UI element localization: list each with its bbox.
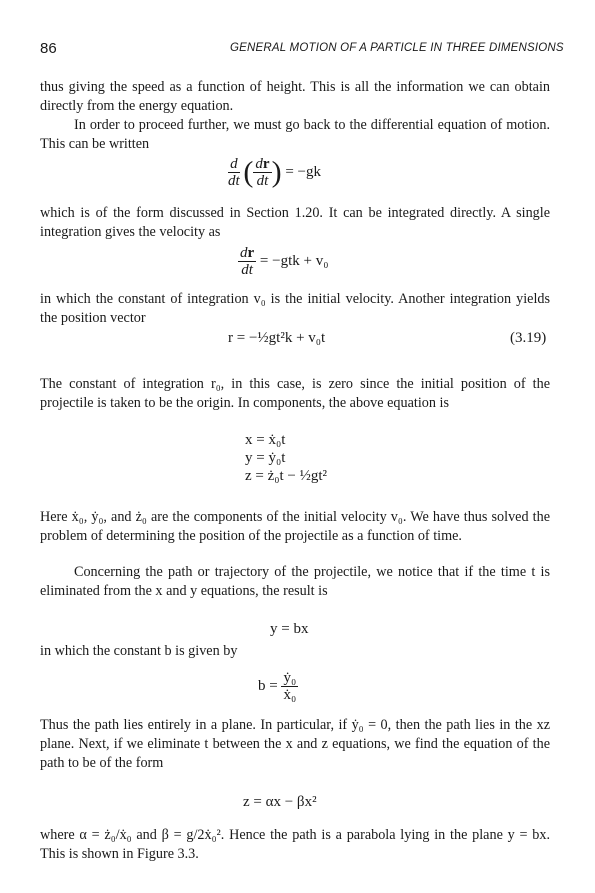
left-paren: ( bbox=[243, 155, 254, 189]
paragraph-3: which is of the form discussed in Section 1.20. It can be integrated directly. A single integration gives the velocity as bbox=[40, 205, 550, 240]
equation-differential bbox=[228, 156, 321, 189]
fraction-d-dt: $\frac{d}{dt}$ bbox=[228, 156, 240, 189]
equation-parabola: z = αx − βx² bbox=[243, 794, 317, 810]
fraction-dr-dt: $\frac{dr}{dt}$ bbox=[255, 156, 270, 189]
equation-b-lhs: b = bbox=[258, 677, 278, 694]
equation-velocity bbox=[238, 245, 328, 278]
fraction-dr-dt: $\frac{dr}{dt}$ bbox=[240, 245, 255, 278]
paragraph-6: Here ẋ₀, ẏ₀, and ż₀ are the components of the initial velocity v₀. We have thus solved the problem of determining the position of the projectile as a function of time. bbox=[40, 509, 550, 544]
equation-b bbox=[258, 670, 298, 703]
paragraph-8: in which the constant b is given by bbox=[40, 643, 238, 659]
equation-number: (3.19) bbox=[510, 330, 547, 346]
equation-component-z: z = ż₀t − ½gt² bbox=[245, 468, 328, 484]
equation-rhs: = −gk bbox=[285, 163, 322, 180]
paragraph-5: The constant of integration r₀, in this case, is zero since the initial position of the projectile is taken to be the origin. In components, the above equation is bbox=[40, 376, 550, 411]
running-title: GENERAL MOTION OF A PARTICLE IN THREE DIMENSIONS bbox=[230, 42, 564, 54]
paragraph-7: Concerning the path or trajectory of the projectile, we notice that if the time t is eliminated from the x and y equations, the result is bbox=[40, 564, 550, 599]
fraction-numerator: ẏ₀ bbox=[283, 670, 297, 686]
page-number: 86 bbox=[40, 40, 57, 57]
equation-path-y: y = bx bbox=[270, 621, 309, 637]
fraction-b bbox=[281, 670, 298, 703]
paragraph-4: in which the constant of integration v₀ is the initial velocity. Another integration yields the position vector bbox=[40, 291, 550, 326]
paragraph-10: where α = ż₀/ẋ₀ and β = g/2ẋ₀². Hence the path is a parabola lying in the plane y = bx. This is shown in Figure 3.3. bbox=[40, 827, 550, 862]
paragraph-1: thus giving the speed as a function of height. This is all the information we can obtain directly from the energy equation. bbox=[40, 79, 550, 114]
equation-rhs: = −gtk + v₀ bbox=[259, 252, 329, 269]
equation-component-x: x = ẋ₀t bbox=[245, 432, 286, 448]
paragraph-2: In order to proceed further, we must go back to the differential equation of motion. This can be written bbox=[40, 117, 550, 152]
right-paren: ) bbox=[271, 155, 282, 189]
equation-component-y: y = ẏ₀t bbox=[245, 450, 286, 466]
fraction-denominator: ẋ₀ bbox=[283, 687, 297, 703]
paragraph-9: Thus the path lies entirely in a plane. In particular, if ẏ₀ = 0, then the path lies in the xz plane. Next, if we eliminate t between the x and z equations, we find the equation of the path to be of the form bbox=[40, 717, 550, 771]
equation-position: r = −½gt²k + v₀t bbox=[228, 330, 326, 346]
